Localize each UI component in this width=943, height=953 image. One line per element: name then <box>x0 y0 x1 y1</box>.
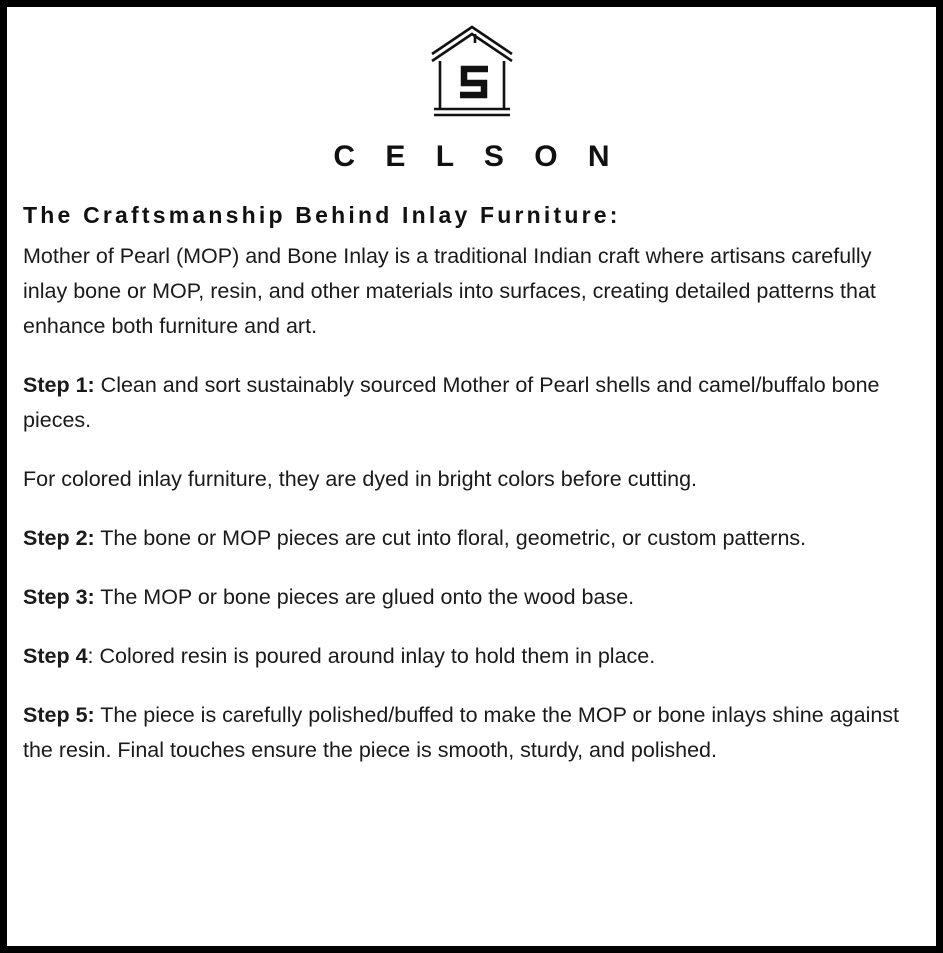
step-text: : Colored resin is poured around inlay to hold them in place. <box>87 644 656 668</box>
step-label: Step 5: <box>23 703 95 727</box>
house-with-letter-c-logo-icon <box>23 21 920 126</box>
body-copy <box>23 239 920 768</box>
step-paragraph <box>23 521 913 556</box>
step-paragraph <box>23 462 913 497</box>
step-text: The MOP or bone pieces are glued onto the wood base. <box>94 585 635 609</box>
step-text: The piece is carefully polished/buffed to make the MOP or bone inlays shine against the resin. Final touches ensure the piece is smooth, sturdy, and polished. <box>23 703 900 762</box>
step-paragraph <box>23 368 913 438</box>
step-label: Step 4 <box>23 644 88 668</box>
brand-block <box>23 17 920 174</box>
step-paragraph <box>23 698 913 768</box>
step-text: Clean and sort sustainably sourced Mother of Pearl shells and camel/buffalo bone pieces. <box>23 373 880 432</box>
step-text: The bone or MOP pieces are cut into floral, geometric, or custom patterns. <box>94 526 807 550</box>
step-paragraph <box>23 639 913 674</box>
page-title: The Craftsmanship Behind Inlay Furniture: <box>23 202 621 228</box>
step-label: Step 3: <box>23 585 95 609</box>
step-label: Step 2: <box>23 526 95 550</box>
step-paragraph <box>23 580 913 615</box>
step-label: Step 1: <box>23 373 95 397</box>
brand-name: C E L S O N <box>333 140 621 173</box>
intro-paragraph: Mother of Pearl (MOP) and Bone Inlay is a traditional Indian craft where artisans carefully inlay bone or MOP, resin, and other materials into surfaces, creating detailed patterns that enhance both furniture and art. <box>23 244 876 338</box>
step-text: For colored inlay furniture, they are dyed in bright colors before cutting. <box>23 467 698 491</box>
